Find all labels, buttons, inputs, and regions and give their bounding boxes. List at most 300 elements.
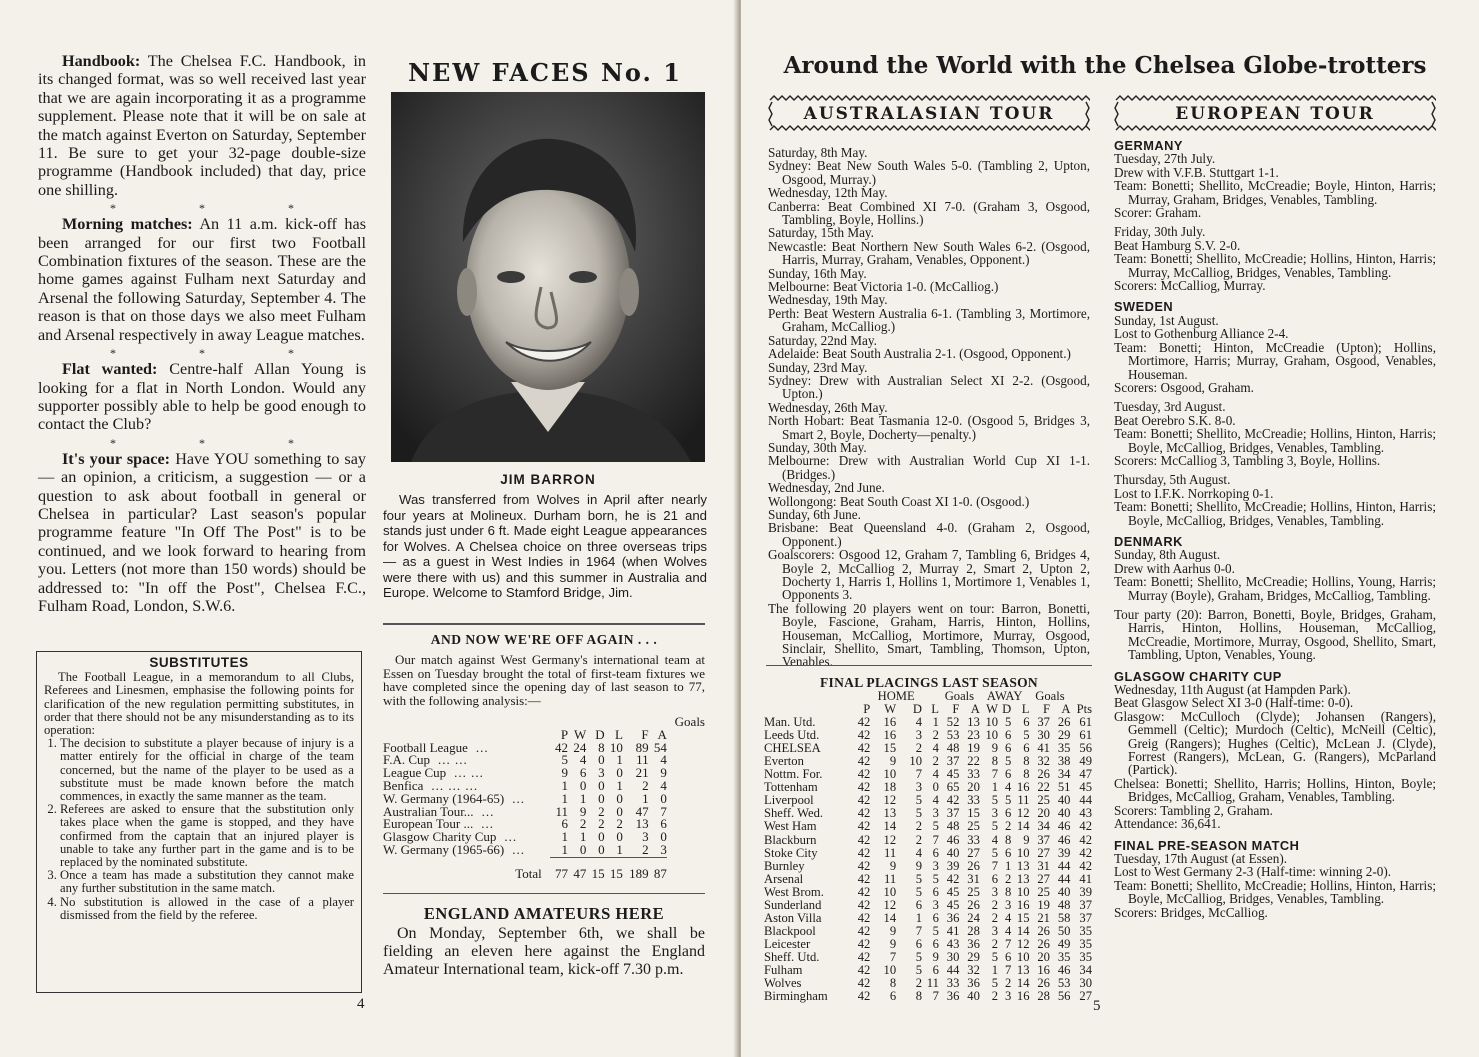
stat-cell: 11 bbox=[926, 976, 939, 991]
stat-cell: 42 bbox=[946, 793, 960, 808]
stat-cell: 8 bbox=[1023, 767, 1030, 782]
stat-cell: 18 bbox=[883, 780, 897, 795]
stat-cell: 9 bbox=[889, 754, 897, 769]
tour-entry: Lost to West Germany 2-3 (Half-time: winning 2-0). bbox=[1114, 864, 1392, 880]
stat-cell: 33 bbox=[946, 976, 960, 991]
stat-cell: 6 bbox=[915, 936, 922, 951]
stat-cell: 2 bbox=[598, 816, 605, 832]
tour-entry: Scorers: McCalliog 3, Tambling 3, Boyle, Hollins. bbox=[1114, 452, 1381, 468]
stat-cell: 27 bbox=[1037, 871, 1050, 886]
stat-cell: 9 bbox=[991, 741, 999, 756]
stat-cell: 8 bbox=[1004, 832, 1012, 847]
stat-cell: 39 bbox=[946, 858, 960, 873]
stat-cell: 1 bbox=[991, 780, 999, 795]
european-banner-text: EUROPEAN TOUR bbox=[1175, 104, 1375, 124]
stat-cell: 6 bbox=[932, 884, 939, 899]
team-name: Tottenham bbox=[764, 780, 818, 795]
stat-cell: 5 bbox=[932, 871, 939, 886]
stat-cell: 1 bbox=[616, 752, 623, 768]
team-name: Aston Villa bbox=[764, 910, 822, 925]
stat-cell: 35 bbox=[1079, 923, 1092, 938]
stat-cell: 13 bbox=[1016, 871, 1030, 886]
globetrotters-title: Around the World with the Chelsea Globe-trotters bbox=[783, 52, 1427, 79]
player-name: JIM BARRON bbox=[500, 472, 596, 487]
australasian-banner-text: AUSTRALASIAN TOUR bbox=[803, 104, 1055, 124]
stat-cell: 7 bbox=[915, 767, 922, 782]
stat-cell: 8 bbox=[915, 989, 922, 1004]
team-name: Sunderland bbox=[764, 897, 822, 912]
stat-cell: 44 bbox=[946, 962, 960, 977]
stat-cell: 4 bbox=[579, 752, 587, 768]
stat-cell: 7 bbox=[1004, 962, 1012, 977]
stat-cell: 5 bbox=[915, 949, 922, 964]
stat-cell: 40 bbox=[967, 989, 980, 1004]
stat-cell: 0 bbox=[579, 777, 587, 793]
stat-cell: 42 bbox=[857, 767, 871, 782]
stat-cell: 48 bbox=[946, 819, 960, 834]
team-name: Sheff. Utd. bbox=[764, 949, 820, 964]
stat-cell: 6 bbox=[561, 816, 569, 832]
stat-cell: 29 bbox=[1057, 728, 1071, 743]
team-name: CHELSEA bbox=[764, 741, 821, 756]
tour-entry: Glasgow: McCulloch (Clyde); Johansen (Rangers), Gemmell (Celtic); Murdoch (Celtic), McNeill (Celtic), Greig (Rangers); Hughes (Celtic), McLean J. (Clyde), Forrest (Rangers), McLean, G. (Rangers), McParland (Partick). bbox=[1114, 708, 1436, 778]
column-header: A bbox=[657, 726, 667, 742]
stat-cell: 26 bbox=[1037, 936, 1050, 951]
stat-cell: 2 bbox=[598, 803, 605, 819]
tour-entry: Lost to I.F.K. Norrkoping 0-1. bbox=[1114, 485, 1274, 501]
tour-entry: Team: Bonetti; Shellito, McCreadie; Hollins, Hinton, Harris; Boyle, McCalliog, Bridges, Venables, Tambling. bbox=[1114, 877, 1436, 907]
stat-cell: 6 bbox=[991, 871, 999, 886]
stat-cell: 19 bbox=[967, 741, 980, 756]
stat-cell: 1 bbox=[561, 790, 569, 806]
team-name: Birmingham bbox=[764, 989, 828, 1004]
stat-cell: 42 bbox=[857, 754, 871, 769]
note-heading: Flat wanted: bbox=[62, 360, 158, 379]
stat-cell: 2 bbox=[1004, 871, 1012, 886]
stat-cell: 5 bbox=[932, 819, 939, 834]
competition-name: Glasgow Charity Cup bbox=[383, 829, 497, 845]
stat-cell: 0 bbox=[660, 829, 667, 845]
stat-cell: 15 bbox=[1016, 910, 1030, 925]
stat-cell: 35 bbox=[1079, 949, 1092, 964]
tour-entry: Tuesday, 3rd August. bbox=[1114, 399, 1226, 415]
stat-cell: 1 bbox=[579, 829, 587, 845]
stat-cell: 42 bbox=[857, 741, 871, 756]
tour-entry: Goalscorers: Osgood 12, Graham 7, Tambling 6, Bridges 4, Boyle 2, McCalliog 2, Murray 2, Smart 2, Upton 2, Docherty 1, Harris 1, Hollins 1, Mortimore 1, Venables 1, Opponents 3. bbox=[768, 547, 1090, 603]
stat-cell: 10 bbox=[1016, 884, 1030, 899]
stat-cell: 4 bbox=[932, 741, 939, 756]
table-total-row bbox=[383, 857, 705, 880]
stat-cell: 2 bbox=[932, 728, 939, 743]
tour-entry: Team: Bonetti; Hinton, McCreadie (Upton); Hollins, Mortimore, Harris; Murray, Graham, Osgood, Venables, Houseman. bbox=[1114, 339, 1436, 382]
column-header: A bbox=[970, 702, 980, 717]
england-amateurs-text: On Monday, September 6th, we shall be fielding an eleven here against the England Amateur International team, kick-off 7.30 p.m. bbox=[383, 925, 705, 978]
off-again-text: Our match against West Germany's international team at Essen on Tuesday brought the total of first-team fixtures we have completed since the opening day of last season to 77, with the following analysis:— bbox=[383, 652, 705, 709]
competition-name: W. Germany (1964-65) bbox=[383, 790, 505, 806]
column-header: P bbox=[560, 726, 569, 742]
stat-cell: 8 bbox=[889, 976, 897, 991]
stat-cell: 2 bbox=[1004, 819, 1012, 834]
tour-entry: Chelsea: Bonetti; Shellito, Harris; Hollins, Hinton, Boyle; Bridges, McCalliog, Graham, Venables, Tambling. bbox=[1114, 775, 1436, 805]
stat-cell: 13 bbox=[1016, 962, 1030, 977]
note-flat-wanted bbox=[38, 360, 366, 434]
tour-entry: Sunday, 8th August. bbox=[1114, 547, 1221, 563]
leader-dots: ... bbox=[475, 739, 489, 755]
stat-cell: 5 bbox=[991, 976, 999, 991]
note-heading: It's your space: bbox=[62, 449, 171, 468]
total-cell: 15 bbox=[586, 857, 604, 880]
stat-cell: 36 bbox=[967, 936, 980, 951]
stat-cell: 45 bbox=[1079, 780, 1092, 795]
stat-cell: 3 bbox=[991, 923, 999, 938]
stat-cell: 10 bbox=[883, 962, 897, 977]
stat-cell: 42 bbox=[857, 910, 871, 925]
column-header: W bbox=[986, 702, 999, 717]
tour-entry: Team: Bonetti; Shellito, McCreadie; Hollins, Young, Harris; Murray (Boyle), Graham, Bridges, McCalliog, Tambling. bbox=[1114, 574, 1436, 603]
stat-cell: 6 bbox=[579, 765, 587, 781]
stat-cell: 7 bbox=[991, 858, 999, 873]
stat-cell: 11 bbox=[636, 752, 649, 768]
stat-cell: 40 bbox=[1057, 884, 1071, 899]
stat-cell: 20 bbox=[1037, 949, 1050, 964]
stat-cell: 10 bbox=[985, 715, 999, 730]
note-handbook bbox=[38, 52, 366, 199]
stat-cell: 7 bbox=[915, 923, 922, 938]
column-header: L bbox=[614, 726, 623, 742]
tour-entry: Team: Bonetti; Shellito, McCreadie; Hollins, Hinton, Harris; Boyle, McCalliog, Bridges, Venables, Tambling. bbox=[1114, 426, 1436, 455]
stat-cell: 48 bbox=[946, 741, 960, 756]
table-row bbox=[764, 860, 1092, 873]
stat-cell: 6 bbox=[1004, 949, 1012, 964]
stat-cell: 2 bbox=[1004, 976, 1012, 991]
leader-dots: ... ... bbox=[454, 765, 484, 781]
stat-cell: 12 bbox=[883, 897, 897, 912]
tour-entry: Saturday, 8th May. bbox=[768, 145, 868, 160]
substitutes-rule: 1. The decision to substitute a player because of injury is a matter entirely for the official in charge of the team concerned, but the name of the player to be used as a substitute must be made known before the match commences, in exactly the same manner as the team. bbox=[60, 737, 354, 803]
stat-cell: 6 bbox=[1004, 806, 1012, 821]
stat-cell: 3 bbox=[1004, 989, 1012, 1004]
table-row bbox=[764, 912, 1092, 925]
stat-cell: 7 bbox=[932, 832, 939, 847]
tour-entry: Friday, 30th July. bbox=[1114, 224, 1206, 240]
stat-cell: 46 bbox=[946, 832, 960, 847]
stat-cell: 16 bbox=[1016, 897, 1030, 912]
stat-cell: 36 bbox=[946, 989, 960, 1004]
stat-cell: 44 bbox=[1057, 858, 1071, 873]
note-body: An 11 a.m. kick-off has been arranged for our first two Football Combination fixtures of the season. These are the home games against Fulham next Saturday and Arsenal the following Saturday, September 4. The reason is that on those days we also meet Fulham and Arsenal respectively in away League matches. bbox=[38, 215, 367, 344]
stat-cell: 5 bbox=[991, 819, 999, 834]
stat-cell: 6 bbox=[915, 897, 922, 912]
team-name: Blackpool bbox=[764, 923, 816, 938]
stat-cell: 50 bbox=[1057, 923, 1071, 938]
team-name: Burnley bbox=[764, 858, 805, 873]
stat-cell: 42 bbox=[857, 819, 871, 834]
stat-cell: 0 bbox=[616, 765, 623, 781]
stat-cell: 26 bbox=[1037, 923, 1050, 938]
goals-header: Goals bbox=[1035, 689, 1065, 703]
stat-cell: 33 bbox=[967, 793, 980, 808]
stat-cell: 61 bbox=[1079, 728, 1092, 743]
column-header: W bbox=[884, 702, 897, 717]
stat-cell: 37 bbox=[1037, 832, 1050, 847]
stat-cell: 3 bbox=[915, 728, 922, 743]
stat-cell: 25 bbox=[967, 884, 980, 899]
substitutes-list bbox=[44, 737, 354, 922]
stat-cell: 23 bbox=[967, 728, 980, 743]
european-results bbox=[1114, 136, 1436, 919]
table-row bbox=[764, 990, 1092, 1003]
tour-section-heading: GERMANY bbox=[1114, 138, 1183, 153]
stat-cell: 5 bbox=[915, 871, 922, 886]
stat-cell: 11 bbox=[555, 803, 569, 819]
stat-cell: 32 bbox=[967, 962, 980, 977]
tour-entry: Melbourne: Drew with Australian World Cup XI 1-1. (Bridges.) bbox=[768, 453, 1090, 482]
stat-cell: 6 bbox=[932, 936, 939, 951]
stat-cell: 10 bbox=[883, 767, 897, 782]
tour-entry: Sydney: Drew with Australian Select XI 2-2. (Osgood, Upton.) bbox=[768, 372, 1090, 402]
stat-cell: 42 bbox=[857, 962, 871, 977]
stat-cell: 28 bbox=[1037, 989, 1050, 1004]
stat-cell: 2 bbox=[915, 819, 922, 834]
stat-cell: 16 bbox=[1016, 989, 1030, 1004]
stat-cell: 5 bbox=[991, 949, 999, 964]
stat-cell: 89 bbox=[635, 739, 649, 755]
leader-dots: ... bbox=[512, 842, 525, 858]
stat-cell: 26 bbox=[1057, 715, 1071, 730]
stat-cell: 1 bbox=[561, 829, 569, 845]
stat-cell: 9 bbox=[889, 858, 897, 873]
stat-cell: 4 bbox=[932, 793, 939, 808]
stat-cell: 16 bbox=[883, 715, 897, 730]
stat-cell: 46 bbox=[1057, 962, 1071, 977]
stat-cell: 5 bbox=[1023, 728, 1030, 743]
stat-cell: 42 bbox=[1079, 858, 1092, 873]
leader-dots: ... bbox=[481, 816, 494, 832]
stat-cell: 42 bbox=[857, 936, 871, 951]
stat-cell: 10 bbox=[609, 739, 623, 755]
stat-cell: 15 bbox=[967, 806, 980, 821]
divider bbox=[766, 665, 1092, 666]
stat-cell: 16 bbox=[1016, 780, 1030, 795]
team-name: Man. Utd. bbox=[764, 715, 816, 730]
tour-entry: Wednesday, 12th May. bbox=[768, 185, 888, 201]
stat-cell: 40 bbox=[946, 845, 960, 860]
tour-entry: Brisbane: Beat Queensland 4-0. (Graham 2, Osgood, Opponent.) bbox=[768, 520, 1090, 549]
stat-cell: 2 bbox=[991, 989, 999, 1004]
stat-cell: 5 bbox=[915, 793, 922, 808]
stat-cell: 30 bbox=[1037, 728, 1050, 743]
note-body: The Chelsea F.C. Handbook, in its changed format, was so well received last year that we are again incorporating it as a programme supplement. Please note that it will be on sale at the match against Everton on Saturday, September 11. Be sure to get your 32-page double-size programme (Handbook included) that day, price one shilling. bbox=[38, 52, 366, 199]
star-separator: * * * bbox=[110, 346, 334, 361]
stat-cell: 4 bbox=[932, 767, 939, 782]
stat-cell: 34 bbox=[1037, 819, 1050, 834]
tour-entry: Team: Bonetti; Shellito, McCreadie; Hollins, Hinton, Harris; Murray, McCalliog, Bridges, Venables, Tambling. bbox=[1114, 251, 1436, 280]
tour-entry: Sunday, 30th May. bbox=[768, 439, 867, 455]
stat-cell: 14 bbox=[1016, 819, 1030, 834]
table-row bbox=[764, 886, 1092, 899]
stat-cell: 0 bbox=[598, 790, 605, 806]
stat-cell: 42 bbox=[857, 845, 871, 860]
table-row bbox=[764, 834, 1092, 847]
stat-cell: 21 bbox=[1037, 910, 1050, 925]
stat-cell: 56 bbox=[1079, 741, 1092, 756]
stat-cell: 13 bbox=[967, 715, 980, 730]
table-row bbox=[764, 873, 1092, 886]
competition-name: European Tour ... bbox=[383, 816, 474, 832]
stat-cell: 5 bbox=[991, 845, 999, 860]
stat-cell: 3 bbox=[932, 897, 939, 912]
stat-cell: 24 bbox=[967, 910, 980, 925]
tour-entry: Lost to Gothenburg Alliance 2-4. bbox=[1114, 326, 1289, 342]
tour-entry: The following 20 players went on tour: Barron, Bonetti, Boyle, Fascione, Graham, Harris, Hinton, Hollins, Houseman, McCalliog, Mortimore, Murray, Osgood, Sinclair, Shellito, Smart, Tambling, Thomson, Upton, Venables. bbox=[768, 600, 1090, 670]
stat-cell: 26 bbox=[1037, 767, 1050, 782]
team-name: Wolves bbox=[764, 976, 802, 991]
stat-cell: 0 bbox=[579, 841, 587, 857]
stat-cell: 2 bbox=[915, 741, 922, 756]
stat-cell: 25 bbox=[1037, 884, 1050, 899]
stat-cell: 31 bbox=[1037, 858, 1050, 873]
stat-cell: 42 bbox=[555, 739, 569, 755]
stat-cell: 37 bbox=[1037, 715, 1050, 730]
stat-cell: 42 bbox=[857, 884, 871, 899]
stat-cell: 35 bbox=[1057, 949, 1071, 964]
stat-cell: 35 bbox=[1057, 741, 1071, 756]
page-number: 4 bbox=[357, 996, 365, 1012]
stat-cell: 1 bbox=[616, 777, 623, 793]
tour-entry: Drew with Aarhus 0-0. bbox=[1114, 560, 1235, 576]
tour-entry: Adelaide: Beat South Australia 2-1. (Osgood, Opponent.) bbox=[768, 346, 1071, 362]
stat-cell: 42 bbox=[857, 976, 871, 991]
stat-cell: 37 bbox=[946, 806, 960, 821]
new-faces-title: NEW FACES No. 1 bbox=[408, 58, 682, 87]
stat-cell: 9 bbox=[579, 803, 587, 819]
stat-cell: 3 bbox=[598, 765, 605, 781]
tour-entry: Tuesday, 27th July. bbox=[1114, 151, 1216, 167]
stat-cell: 1 bbox=[1004, 858, 1012, 873]
stat-cell: 27 bbox=[967, 845, 980, 860]
stat-cell: 27 bbox=[1079, 989, 1092, 1004]
stat-cell: 26 bbox=[967, 858, 980, 873]
competition-name: W. Germany (1965-66) bbox=[383, 842, 505, 858]
tour-entry: Drew with V.F.B. Stuttgart 1-1. bbox=[1114, 164, 1279, 180]
stat-cell: 42 bbox=[857, 923, 871, 938]
column-header: D bbox=[1002, 702, 1012, 717]
stat-cell: 11 bbox=[884, 845, 897, 860]
stat-cell: 4 bbox=[1004, 923, 1012, 938]
stat-cell: 9 bbox=[1023, 832, 1030, 847]
stat-cell: 49 bbox=[1057, 936, 1071, 951]
stat-cell: 1 bbox=[561, 777, 569, 793]
stat-cell: 11 bbox=[884, 871, 897, 886]
table-row bbox=[764, 925, 1092, 938]
stat-cell: 42 bbox=[857, 832, 871, 847]
table-row bbox=[764, 899, 1092, 912]
stat-cell: 27 bbox=[1037, 845, 1050, 860]
stat-cell: 1 bbox=[932, 715, 939, 730]
stat-cell: 39 bbox=[1057, 845, 1071, 860]
right-page bbox=[741, 0, 1479, 1057]
stat-cell: 0 bbox=[598, 841, 605, 857]
column-header: F bbox=[952, 702, 960, 717]
tour-entry: Attendance: 36,641. bbox=[1114, 816, 1221, 832]
note-body: Centre-half Allan Young is looking for a flat in North London. Would any supporter possibly able to help be good enough to contact the Club? bbox=[38, 360, 367, 434]
stat-cell: 34 bbox=[1057, 767, 1071, 782]
stat-cell: 2 bbox=[579, 816, 587, 832]
stat-cell: 6 bbox=[932, 910, 939, 925]
stat-cell: 6 bbox=[660, 816, 667, 832]
divider bbox=[383, 893, 705, 894]
season-analysis-table bbox=[383, 716, 705, 881]
stat-cell: 28 bbox=[967, 923, 980, 938]
competition-name: Football League bbox=[383, 739, 468, 755]
stat-cell: 4 bbox=[660, 777, 667, 793]
team-name: Fulham bbox=[764, 962, 803, 977]
stat-cell: 40 bbox=[1057, 806, 1071, 821]
stat-cell: 1 bbox=[561, 841, 569, 857]
stat-cell: 15 bbox=[883, 741, 897, 756]
team-name: Everton bbox=[764, 754, 804, 769]
stat-cell: 24 bbox=[573, 739, 587, 755]
home-header: HOME bbox=[877, 689, 915, 703]
tour-entry: Sunday, 1st August. bbox=[1114, 312, 1219, 328]
tour-entry: Saturday, 15th May. bbox=[768, 225, 874, 241]
stat-cell: 54 bbox=[653, 739, 667, 755]
stat-cell: 6 bbox=[1023, 741, 1030, 756]
team-name: Liverpool bbox=[764, 793, 814, 808]
stat-cell: 2 bbox=[915, 976, 922, 991]
stat-cell: 2 bbox=[642, 777, 649, 793]
column-header: D bbox=[912, 702, 922, 717]
tour-entry: Team: Bonetti; Shellito, McCreadie; Hollins, Hinton, Harris; Boyle, McCalliog, Bridges, Venables, Tambling. bbox=[1114, 499, 1436, 528]
substitutes-box bbox=[36, 651, 362, 993]
stat-cell: 42 bbox=[857, 806, 871, 821]
stat-cell: 29 bbox=[967, 949, 980, 964]
stat-cell: 58 bbox=[1057, 910, 1071, 925]
stat-cell: 42 bbox=[857, 871, 871, 886]
team-name: Leeds Utd. bbox=[764, 728, 820, 743]
stat-cell: 9 bbox=[660, 765, 667, 781]
competition-name: F.A. Cup bbox=[383, 752, 430, 768]
stat-cell: 34 bbox=[1079, 962, 1092, 977]
stat-cell: 42 bbox=[857, 793, 871, 808]
stat-cell: 48 bbox=[1057, 897, 1071, 912]
stat-cell: 6 bbox=[932, 962, 939, 977]
stat-cell: 6 bbox=[1004, 741, 1012, 756]
stat-cell: 61 bbox=[1079, 715, 1092, 730]
stat-cell: 13 bbox=[1016, 858, 1030, 873]
tour-section-heading: DENMARK bbox=[1114, 533, 1183, 549]
stat-cell: 0 bbox=[616, 790, 623, 806]
stat-cell: 6 bbox=[1004, 845, 1012, 860]
stat-cell: 6 bbox=[889, 989, 897, 1004]
stat-cell: 3 bbox=[915, 780, 922, 795]
stat-cell: 5 bbox=[915, 962, 922, 977]
total-cell: 15 bbox=[605, 857, 623, 880]
stat-cell: 37 bbox=[1079, 910, 1092, 925]
table-row bbox=[383, 844, 705, 857]
stat-cell: 43 bbox=[1079, 806, 1092, 821]
stat-cell: 13 bbox=[635, 816, 649, 832]
stat-cell: 32 bbox=[1037, 754, 1050, 769]
stat-cell: 9 bbox=[889, 936, 897, 951]
stat-cell: 36 bbox=[967, 976, 980, 991]
total-cell: 87 bbox=[649, 857, 667, 880]
stat-cell: 10 bbox=[1016, 845, 1030, 860]
star-separator: * * * bbox=[110, 201, 334, 216]
stat-cell: 51 bbox=[1057, 780, 1071, 795]
stat-cell: 14 bbox=[1016, 923, 1030, 938]
stat-cell: 6 bbox=[1004, 728, 1012, 743]
